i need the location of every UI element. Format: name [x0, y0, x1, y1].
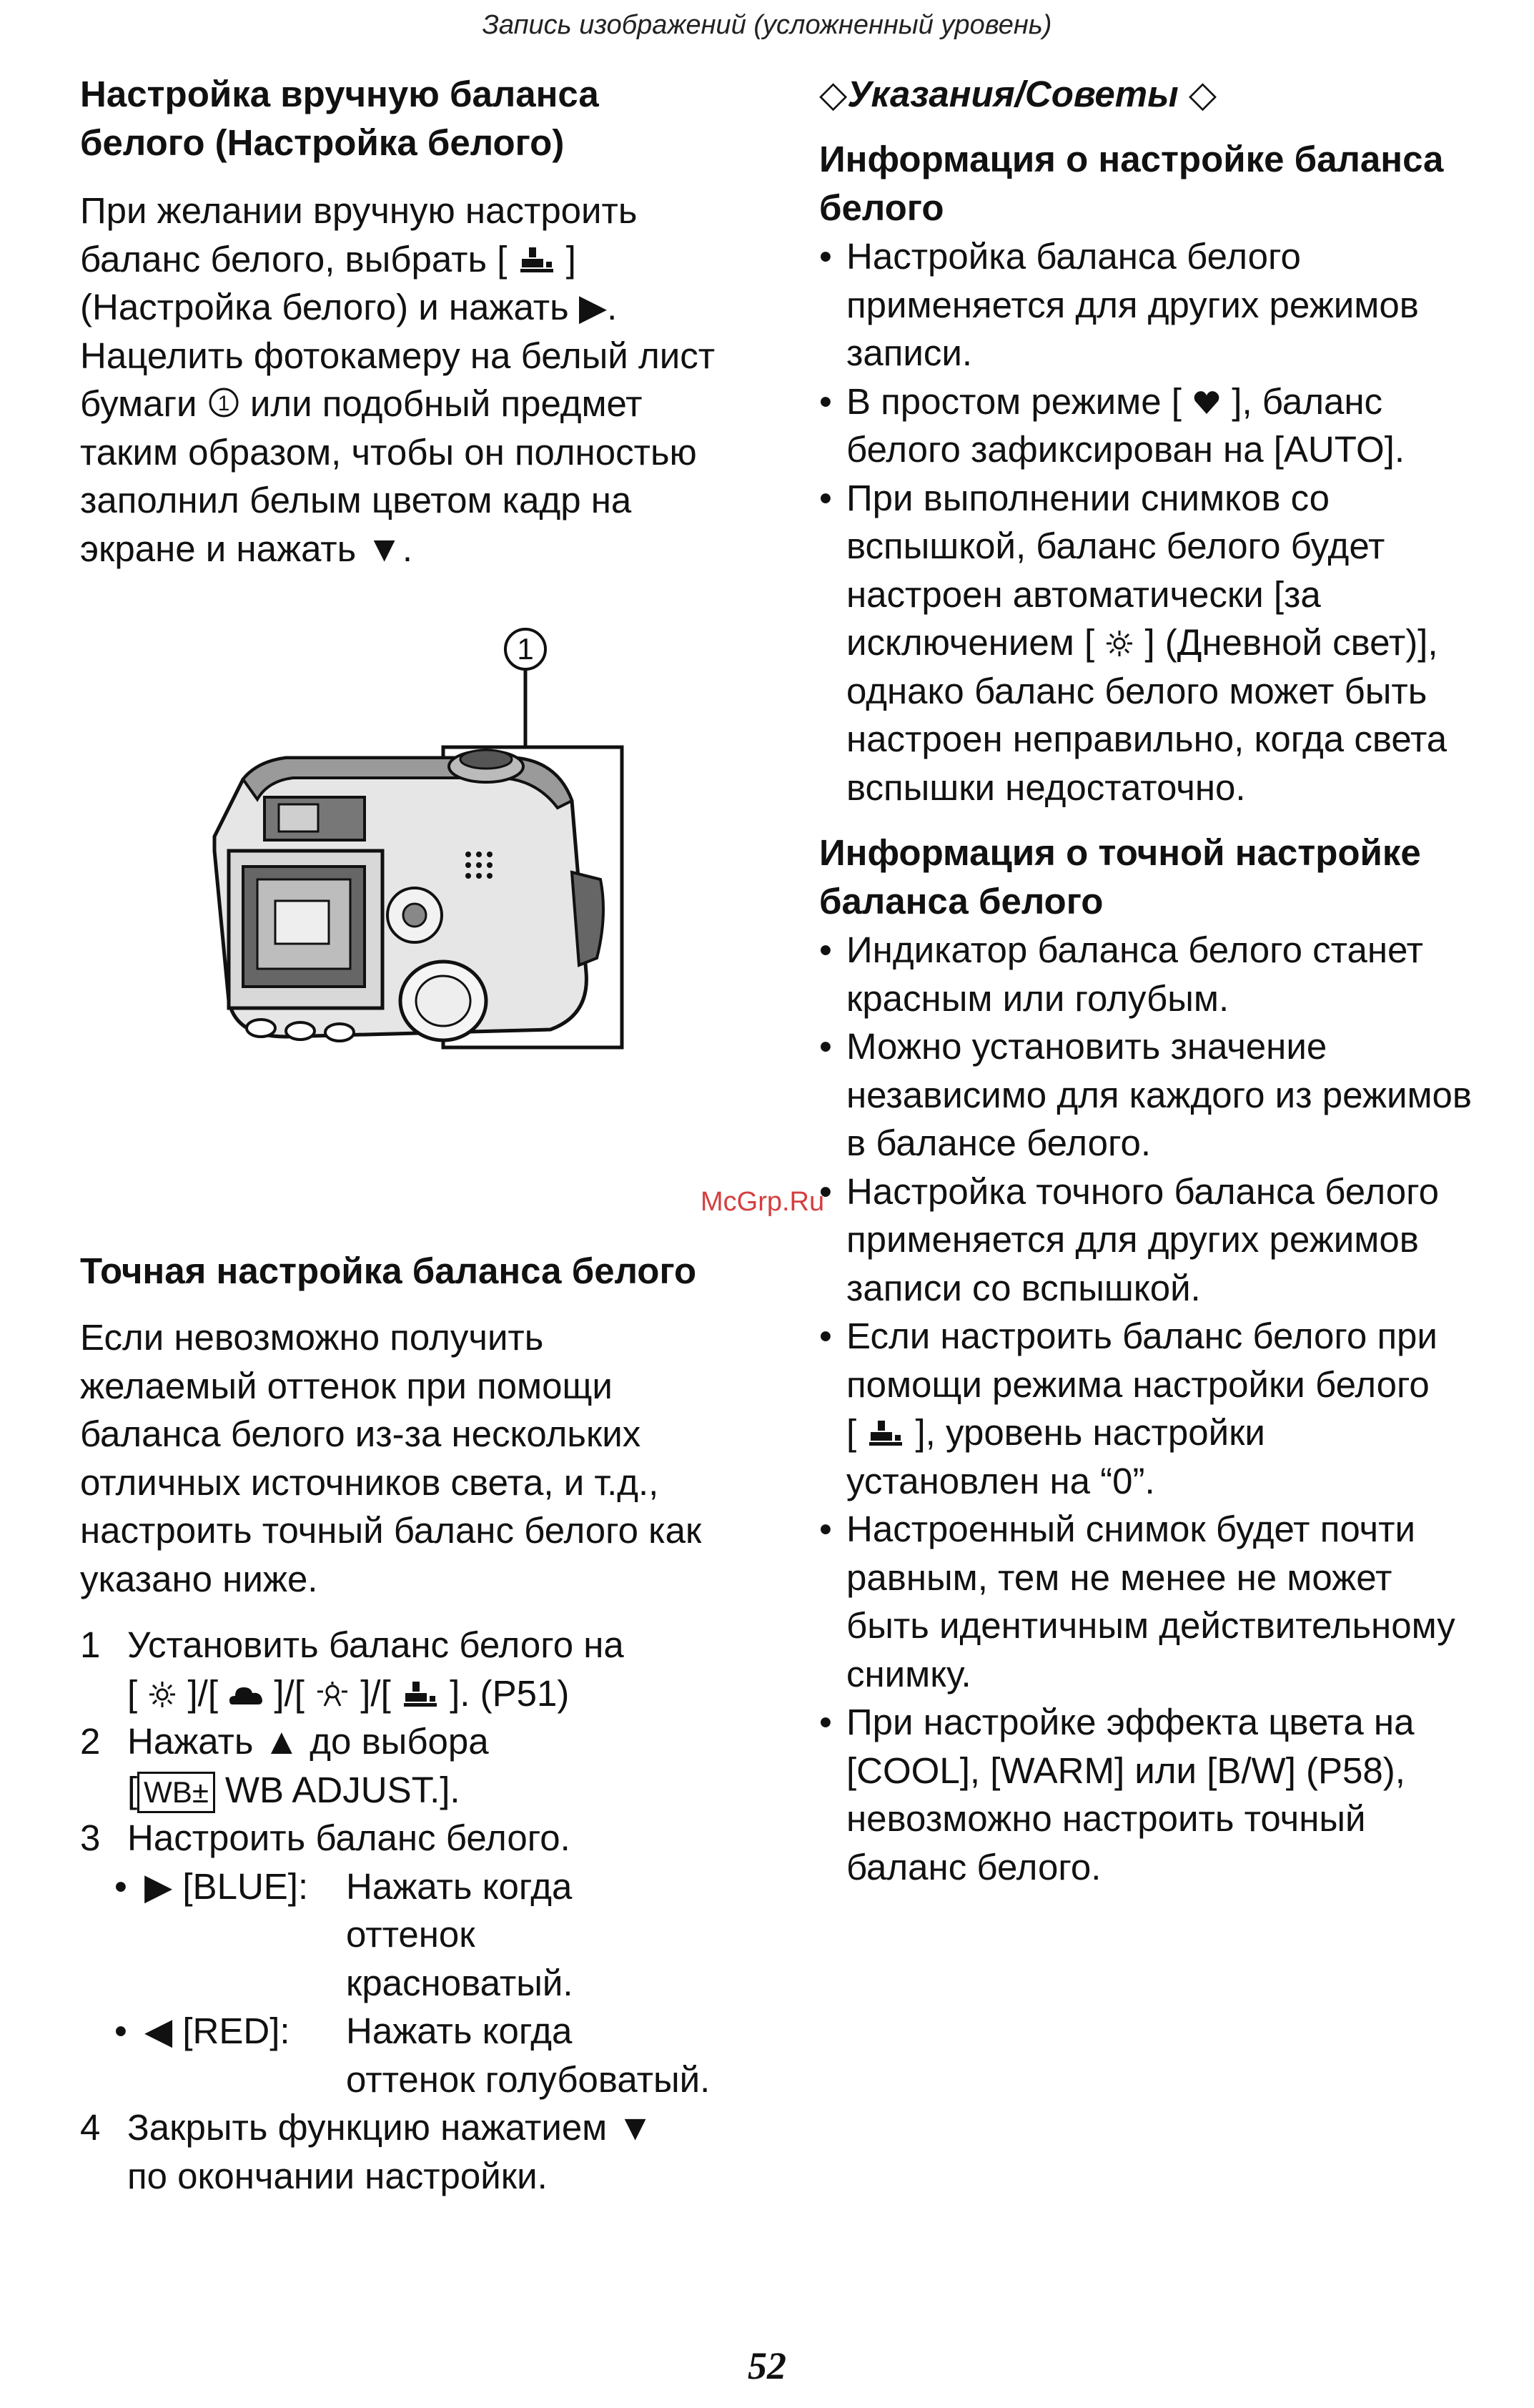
sub-key: ▶ [BLUE]: [144, 1865, 309, 1907]
text-line: указано ниже. [80, 1558, 318, 1599]
text-run: В простом режиме [ [846, 380, 1182, 422]
watermark: McGrp.Ru [701, 1187, 825, 1217]
wb-adjust-icon: WB± [137, 1772, 215, 1813]
text-line: снимку. [846, 1653, 971, 1694]
circled-number-text: 1 [217, 392, 230, 415]
text-line: Настройка точного баланса белого [846, 1170, 1439, 1212]
text-line: Нацелить фотокамеру на белый лист [80, 335, 716, 376]
list-item [59, 1621, 766, 1717]
white-set-icon [518, 246, 556, 275]
text-line [80, 235, 766, 284]
title-line: белого [819, 187, 944, 228]
text-line: При настройке эффекта цвета на [846, 1702, 1415, 1742]
list-item [819, 232, 1527, 378]
sun-icon [147, 1680, 177, 1709]
callout-number: 1 [517, 632, 534, 666]
text-line: применяется для других режимов [846, 284, 1419, 325]
bullet: • [114, 2010, 127, 2051]
manual-wb-text [80, 187, 766, 573]
text-line: отличных источников света, и т.д., [80, 1461, 659, 1503]
text-line: записи со вспышкой. [846, 1267, 1201, 1308]
text-line: Нажать когда [346, 2010, 573, 2051]
text-run: [ [846, 1412, 857, 1453]
text-line: (Настройка белого) и нажать ▶. [80, 287, 618, 327]
white-set-icon [401, 1680, 440, 1709]
step-number: 3 [80, 1817, 101, 1858]
text-run: бумаги [80, 383, 197, 424]
sub-list-item [59, 2007, 766, 2103]
text-line: установлен на “0”. [846, 1460, 1155, 1501]
text-line: равным, тем не менее не может [846, 1556, 1392, 1598]
sub-list-item [59, 1862, 766, 2008]
list-item [819, 1312, 1527, 1505]
title-line: Настройка вручную баланса [80, 74, 599, 114]
text-line: вспышки недостаточно. [846, 766, 1246, 808]
text-line: оттенок голубоватый. [346, 2058, 711, 2100]
list-item [819, 926, 1527, 1022]
sub-desc [346, 1862, 766, 2008]
text-line: в балансе белого. [846, 1122, 1152, 1163]
text-line: Если невозможно получить [80, 1317, 544, 1358]
circled-number-icon [207, 386, 240, 419]
text-line: Настройка баланса белого [846, 236, 1301, 277]
list-item [819, 1168, 1527, 1313]
cloud-icon [228, 1680, 264, 1709]
text-line: невозможно настроить точный [846, 1798, 1366, 1839]
info1-title [819, 135, 1527, 232]
text-run: ]. (P51) [450, 1672, 570, 1714]
text-line: настроить точный баланс белого как [80, 1510, 702, 1551]
title-line: белого (Настройка белого) [80, 122, 565, 163]
text-run: [ [127, 1769, 138, 1810]
text-line: независимо для каждого из режимов [846, 1074, 1472, 1115]
text-line: помощи режима настройки белого [846, 1363, 1430, 1405]
tips-title: ◇Указания/Советы ◇ [819, 74, 1217, 114]
halogen-icon [315, 1680, 350, 1709]
fine-wb-text [80, 1313, 766, 1603]
text-line: Нажать когда [346, 1865, 573, 1907]
text-run: [ [127, 1672, 138, 1714]
info2-list [819, 926, 1527, 1891]
text-line: При желании вручную настроить [80, 190, 638, 231]
text-run: исключением [ [846, 622, 1095, 663]
text-line: красным или голубым. [846, 977, 1229, 1019]
text-line: оттенок [346, 1914, 475, 1955]
text-line: таким образом, чтобы он полностью [80, 431, 697, 473]
step-number: 1 [80, 1624, 101, 1665]
list-item [819, 1698, 1527, 1891]
text-run: WB ADJUST.]. [224, 1769, 460, 1810]
list-item [819, 378, 1527, 474]
text-line: по окончании настройки. [127, 2155, 548, 2196]
list-item [819, 1022, 1527, 1168]
manual-wb-section [80, 70, 766, 573]
page-header: Запись изображений (усложненный уровень) [482, 10, 1052, 40]
text-line [80, 380, 766, 428]
text-line: Установить баланс белого на [127, 1624, 624, 1665]
text-line: записи. [846, 332, 973, 373]
text-line [127, 1766, 766, 1815]
sub-desc [346, 2007, 766, 2103]
bullet: • [819, 1170, 832, 1212]
bullet: • [819, 236, 832, 277]
fine-wb-section [80, 1247, 766, 2200]
title-line: баланса белого [819, 881, 1104, 922]
bullet: • [819, 1509, 832, 1549]
text-line: настроен неправильно, когда света [846, 719, 1448, 759]
text-line: При выполнении снимков со [846, 477, 1330, 518]
bullet: • [819, 929, 832, 970]
text-run: ], уровень настройки [915, 1412, 1265, 1453]
list-item [59, 1717, 766, 1814]
text-line: Закрыть функцию нажатием ▼ [127, 2107, 653, 2148]
list-item [59, 1814, 766, 1862]
text-line: баланса белого из-за нескольких [80, 1413, 641, 1454]
text-line [846, 378, 1527, 426]
text-run: ] [565, 238, 576, 280]
text-line: белого зафиксирован на [AUTO]. [846, 429, 1405, 470]
text-run: баланс белого, выбрать [ [80, 238, 508, 280]
text-line: применяется для других режимов [846, 1219, 1419, 1260]
info1-list [819, 232, 1527, 811]
bullet: • [819, 1702, 832, 1742]
text-line: быть идентичным действительному [846, 1605, 1455, 1646]
page-number: 52 [748, 2344, 786, 2387]
text-line: желаемый оттенок при помощи [80, 1365, 613, 1406]
text-line [846, 1408, 1527, 1457]
list-item [819, 474, 1527, 812]
text-line [127, 1669, 766, 1718]
sub-key: ◀ [RED]: [144, 2010, 290, 2051]
sun-icon [1104, 629, 1134, 658]
bullet: • [819, 380, 832, 422]
text-line: Настроить баланс белого. [127, 1817, 570, 1858]
text-line: экране и нажать ▼. [80, 528, 413, 569]
manual-wb-title [80, 70, 766, 167]
text-line: настроен автоматически [за [846, 573, 1321, 615]
text-line: однако баланс белого может быть [846, 670, 1427, 711]
text-run: ], баланс [1232, 380, 1382, 422]
text-run: или подобный предмет [249, 383, 643, 424]
text-line: вспышкой, баланс белого будет [846, 525, 1385, 566]
text-line: красноватый. [346, 1962, 573, 2003]
text-line: баланс белого. [846, 1846, 1102, 1888]
text-line [846, 618, 1527, 667]
text-line: заполнил белым цветом кадр на [80, 480, 632, 520]
heart-icon [1192, 388, 1222, 417]
text-run: ]/[ [360, 1672, 391, 1714]
text-line: Нажать ▲ до выбора [127, 1721, 489, 1762]
bullet: • [819, 477, 832, 518]
step-number: 4 [80, 2107, 101, 2148]
camera-illustration [200, 615, 643, 1158]
title-line: Информация о настройке баланса [819, 139, 1444, 179]
bullet: • [114, 1865, 127, 1907]
fine-wb-title: Точная настройка баланса белого [80, 1250, 697, 1291]
list-item [59, 2103, 766, 2200]
text-line: Индикатор баланса белого станет [846, 929, 1424, 970]
step-number: 2 [80, 1721, 101, 1762]
list-item [819, 1505, 1527, 1698]
bullet: • [819, 1026, 832, 1067]
text-run: ]/[ [187, 1672, 219, 1714]
text-run: ]/[ [274, 1672, 305, 1714]
text-run: ] (Дневной свет)], [1144, 622, 1438, 663]
text-line: Настроенный снимок будет почти [846, 1509, 1415, 1549]
text-line: Если настроить баланс белого при [846, 1316, 1437, 1356]
tips-column [819, 70, 1527, 1891]
info2-title [819, 829, 1527, 926]
text-line: [COOL], [WARM] или [B/W] (P58), [846, 1750, 1405, 1791]
steps-list [59, 1621, 766, 2200]
white-set-icon [866, 1419, 905, 1448]
title-line: Информация о точной настройке [819, 832, 1421, 873]
text-line: Можно установить значение [846, 1026, 1327, 1067]
bullet: • [819, 1316, 832, 1356]
